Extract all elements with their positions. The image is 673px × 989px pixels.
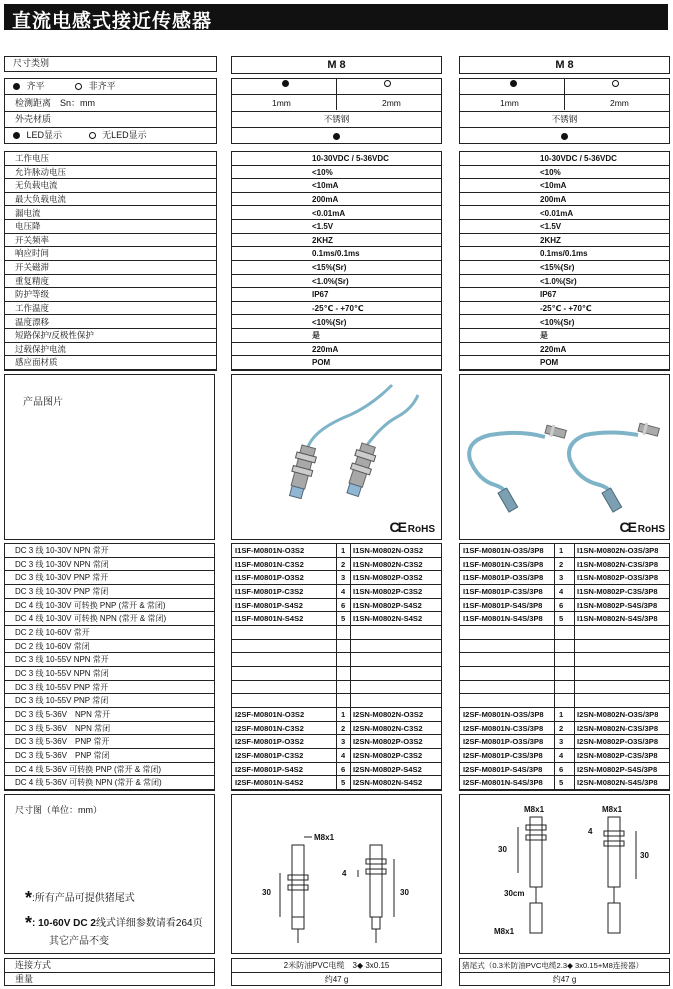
model-label: DC 3 线 10-30V NPN 常闭	[5, 558, 214, 572]
wiring-code: 6	[559, 600, 564, 610]
distance-label: 检测距离 Sn：mm	[5, 95, 216, 112]
spec-label: 工作温度	[5, 302, 216, 316]
spec-label: 允许脉动电压	[5, 166, 216, 180]
spec-label: 感应面材质	[5, 356, 216, 370]
led-off-label: 无LED显示	[102, 130, 147, 140]
wiring-code: 3	[341, 737, 346, 747]
two-wire-note-b: 线式详细参数请看264页	[95, 918, 203, 930]
length-30-dimension: 30	[262, 888, 271, 897]
wiring-code: 6	[341, 600, 346, 610]
wiring-code: 5	[341, 778, 346, 788]
spec-value: -25℃ - +70℃	[232, 302, 441, 316]
dimension-label-box	[4, 794, 215, 954]
filled-circle-icon	[13, 132, 20, 139]
model-number-nonflush: I2SN-M0802P-O3S2	[353, 737, 423, 747]
size-a-header: M 8	[231, 56, 442, 74]
shield-values-a	[231, 78, 442, 144]
model-number-nonflush: I2SN-M0802N-S4S/3P8	[577, 778, 658, 788]
spec-value: <0.01mA	[232, 207, 441, 221]
model-number-flush: I1SF-M0801N-S4S2	[235, 614, 304, 624]
wiring-code: 6	[341, 764, 346, 774]
model-row	[460, 694, 669, 708]
spec-value: <15%(Sr)	[232, 261, 441, 275]
model-number-flush: I2SF-M0801P-O3S/3P8	[463, 737, 544, 747]
model-label: DC 4 线 5-36V 可转换 NPN (常开 & 常闭)	[5, 776, 214, 790]
model-row	[460, 749, 669, 763]
model-number-flush: I1SF-M0801P-O3S/3P8	[463, 573, 544, 583]
model-label: DC 3 线 5-36V NPN 常闭	[5, 722, 214, 736]
spec-labels	[4, 151, 217, 371]
spec-value: POM	[232, 356, 441, 370]
spec-value: <1.0%(Sr)	[460, 275, 669, 289]
model-number-nonflush: I1SN-M0802P-S4S/3P8	[577, 600, 658, 610]
empty-circle-icon	[75, 83, 82, 90]
model-number-nonflush: I2SN-M0802P-O3S/3P8	[577, 737, 659, 747]
model-number-flush: I1SF-M0801P-C3S2	[235, 587, 304, 596]
filled-circle-icon	[561, 133, 568, 140]
model-number-flush: I1SF-M0801P-S4S2	[235, 600, 303, 610]
model-label: DC 3 线 5-36V PNP 常开	[5, 735, 214, 749]
spec-value: 2KHZ	[232, 234, 441, 248]
wiring-code: 3	[341, 573, 346, 583]
model-row	[460, 558, 669, 572]
model-number-nonflush: I1SN-M0802P-C3S/3P8	[577, 587, 658, 596]
model-number-nonflush: I1SN-M0802P-C3S2	[353, 587, 423, 596]
model-number-flush: I2SF-M0801N-S4S2	[235, 778, 304, 788]
model-number-nonflush: I1SN-M0802P-O3S2	[353, 573, 423, 583]
rohs-text: RoHS	[407, 524, 435, 535]
connector-thread-dimension: M8x1	[494, 927, 515, 936]
spec-label: 电压降	[5, 220, 216, 234]
model-label: DC 3 线 5-36V NPN 常开	[5, 708, 214, 722]
photo-label: 产品图片	[23, 397, 63, 408]
model-row	[460, 585, 669, 599]
flush-label: 齐平	[26, 81, 45, 91]
product-photo-a	[231, 374, 442, 540]
model-number-nonflush: I2SN-M0802P-S4S/3P8	[577, 764, 658, 774]
spec-value: <1.5V	[460, 220, 669, 234]
connection-label: 连接方式	[5, 959, 214, 973]
connection-value-b: 猪尾式（0.3米防油PVC电缆2.3◆ 3x0.15+M8连接器）	[460, 959, 669, 973]
thread-dimension: M8x1	[314, 833, 335, 842]
model-label: DC 3 线 10-55V PNP 常开	[5, 681, 214, 695]
model-label: DC 3 线 10-55V NPN 常闭	[5, 667, 214, 681]
size-class-label-box	[4, 56, 217, 72]
model-number-flush: I1SF-M0801N-C3S/3P8	[463, 559, 544, 569]
model-label: DC 4 线 10-30V 可转换 PNP (常开 & 常闭)	[5, 599, 214, 613]
spec-value: IP67	[232, 288, 441, 302]
depth-4-dimension: 4	[588, 827, 593, 836]
spec-value: <0.01mA	[460, 207, 669, 221]
spec-value: IP67	[460, 288, 669, 302]
ce-rohs-mark: CE RoHS	[389, 519, 435, 535]
model-row	[460, 735, 669, 749]
model-number-flush: I2SF-M0801P-S4S2	[235, 764, 303, 774]
model-number-nonflush: I1SN-M0802N-O3S/3P8	[577, 546, 659, 555]
model-number-flush: I2SF-M0801N-O3S/3P8	[463, 710, 544, 719]
wiring-code: 6	[559, 764, 564, 774]
model-label: DC 4 线 10-30V 可转换 NPN (常开 & 常闭)	[5, 612, 214, 626]
model-number-flush: I1SF-M0801N-O3S/3P8	[463, 546, 544, 555]
size-b-header: M 8	[459, 56, 670, 74]
empty-circle-icon	[612, 80, 619, 87]
spec-value: <1.5V	[232, 220, 441, 234]
weight-label: 重量	[15, 974, 34, 984]
spec-value: 200mA	[460, 193, 669, 207]
length-30-dimension: 30	[400, 888, 409, 897]
distance-2mm: 2mm	[382, 98, 401, 108]
distance-2mm: 2mm	[610, 98, 629, 108]
nonflush-label: 非齐平	[88, 81, 116, 91]
wiring-code: 1	[341, 710, 346, 719]
connection-value-a: 2米防油PVC电缆 3◆ 3x0.15	[232, 959, 441, 973]
weight-value-b: 约47 g	[552, 975, 577, 984]
housing-value: 不锈钢	[232, 112, 441, 128]
spec-label: 响应时间	[5, 247, 216, 261]
spec-value: 是	[232, 329, 441, 343]
dimension-drawing-cable	[232, 795, 441, 953]
asterisk-icon: *	[25, 913, 33, 933]
filled-circle-icon	[13, 83, 20, 90]
spec-value: 0.1ms/0.1ms	[460, 247, 669, 261]
pigtail-note: :所有产品可提供猪尾式	[32, 893, 135, 905]
spec-value: 220mA	[460, 343, 669, 357]
spec-value: <10%(Sr)	[460, 316, 669, 330]
asterisk-icon: *	[25, 888, 33, 908]
dimension-drawing-a	[231, 794, 442, 954]
model-row	[460, 776, 669, 790]
spec-value: 10-30VDC / 5-36VDC	[232, 152, 441, 166]
page-title: 直流电感式接近传感器	[4, 4, 668, 30]
wiring-code: 4	[559, 587, 564, 596]
spec-value: 0.1ms/0.1ms	[232, 247, 441, 261]
model-label: DC 3 线 10-30V NPN 常开	[5, 544, 214, 558]
model-row	[460, 640, 669, 654]
model-number-nonflush: I1SN-M0802N-C3S2	[353, 559, 423, 569]
model-number-flush: I2SF-M0801P-C3S/3P8	[463, 751, 543, 760]
model-number-flush: I1SF-M0801P-S4S/3P8	[463, 600, 543, 610]
model-number-nonflush: I2SN-M0802P-C3S2	[353, 751, 423, 760]
rohs-text: RoHS	[637, 524, 665, 535]
wiring-code: 2	[559, 723, 564, 733]
spec-value: POM	[460, 356, 669, 370]
model-number-flush: I2SF-M0801P-S4S/3P8	[463, 764, 543, 774]
model-label: DC 2 线 10-60V 常闭	[5, 640, 214, 654]
spec-value: <10mA	[232, 179, 441, 193]
footer-values-b	[459, 958, 670, 986]
wiring-code: 5	[559, 614, 564, 624]
spec-value: 10-30VDC / 5-36VDC	[460, 152, 669, 166]
spec-label: 漏电流	[5, 207, 216, 221]
model-row	[460, 653, 669, 667]
wiring-code: 1	[559, 710, 564, 719]
model-number-nonflush: I2SN-M0802N-C3S/3P8	[577, 723, 659, 733]
model-table-a	[231, 543, 442, 791]
ce-rohs-mark: CE RoHS	[619, 519, 665, 535]
wiring-code: 1	[559, 546, 564, 555]
spec-label: 开关频率	[5, 234, 216, 248]
spec-value: 是	[460, 329, 669, 343]
model-label: DC 3 线 10-30V PNP 常闭	[5, 585, 214, 599]
product-photo-b	[459, 374, 670, 540]
wiring-code: 2	[341, 723, 346, 733]
filled-circle-icon	[282, 80, 289, 87]
spec-value: <10mA	[460, 179, 669, 193]
wiring-code: 2	[341, 559, 346, 569]
model-row	[460, 722, 669, 736]
led-on-label: LED显示	[26, 130, 63, 140]
spec-label: 温度漂移	[5, 316, 216, 330]
model-number-nonflush: I2SN-M0802N-O3S2	[353, 710, 424, 719]
model-number-nonflush: I1SN-M0802N-S4S/3P8	[577, 614, 658, 624]
spec-label: 过载保护电流	[5, 343, 216, 357]
spec-value: <15%(Sr)	[460, 261, 669, 275]
model-number-flush: I2SF-M0801P-C3S2	[235, 751, 304, 760]
model-label: DC 3 线 10-30V PNP 常开	[5, 571, 214, 585]
length-30-dimension: 30	[640, 851, 649, 860]
model-number-flush: I1SF-M0801N-C3S2	[235, 559, 304, 569]
spec-label: 无负载电流	[5, 179, 216, 193]
model-number-nonflush: I1SN-M0802N-C3S/3P8	[577, 559, 659, 569]
model-number-flush: I2SF-M0801N-S4S/3P8	[463, 778, 543, 788]
pigtail-sensor-photo	[460, 375, 669, 539]
footer-values-a	[231, 958, 442, 986]
wiring-code: 2	[559, 559, 564, 569]
shield-values-b	[459, 78, 670, 144]
spec-label: 重复精度	[5, 275, 216, 289]
dimension-label: 尺寸图（单位：mm）	[15, 805, 102, 815]
model-number-nonflush: I2SN-M0802P-C3S/3P8	[577, 751, 658, 760]
model-number-flush: I1SF-M0801N-O3S2	[235, 546, 305, 555]
model-number-nonflush: I1SN-M0802P-S4S2	[353, 600, 422, 610]
model-number-nonflush: I1SN-M0802N-O3S2	[353, 546, 424, 555]
housing-label: 外壳材质	[5, 112, 216, 128]
wiring-code: 3	[559, 737, 564, 747]
model-number-nonflush: I2SN-M0802P-S4S2	[353, 764, 422, 774]
wiring-code: 5	[559, 778, 564, 788]
model-label: DC 3 线 10-55V PNP 常闭	[5, 694, 214, 708]
model-number-nonflush: I1SN-M0802P-O3S/3P8	[577, 573, 659, 583]
dimension-drawing-b	[459, 794, 670, 954]
model-number-nonflush: I2SN-M0802N-O3S/3P8	[577, 710, 659, 719]
spec-label: 最大负载电流	[5, 193, 216, 207]
cable-30cm-dimension: 30cm	[504, 889, 525, 898]
model-row	[460, 599, 669, 613]
sensor-cable-photo	[232, 375, 441, 539]
model-number-nonflush: I1SN-M0802N-S4S2	[353, 614, 423, 624]
model-row	[460, 626, 669, 640]
model-row	[460, 667, 669, 681]
wiring-code: 3	[559, 573, 564, 583]
empty-circle-icon	[384, 80, 391, 87]
model-label: DC 3 线 5-36V PNP 常闭	[5, 749, 214, 763]
thread-dimension: M8x1	[602, 805, 623, 814]
empty-circle-icon	[89, 132, 96, 139]
model-number-flush: I2SF-M0801N-C3S2	[235, 723, 304, 733]
two-wire-note-a: : 10-60V DC 2	[32, 918, 96, 930]
spec-values-a	[231, 151, 442, 371]
size-class-label: 尺寸类别	[13, 58, 50, 68]
model-labels	[4, 543, 215, 791]
model-number-nonflush: I2SN-M0802N-S4S2	[353, 778, 423, 788]
filled-circle-icon	[510, 80, 517, 87]
footer-labels	[4, 958, 215, 986]
model-number-flush: I1SF-M0801N-S4S/3P8	[463, 614, 543, 624]
spec-value: 220mA	[232, 343, 441, 357]
distance-1mm: 1mm	[272, 98, 291, 108]
wiring-code: 4	[341, 751, 346, 760]
spec-label: 短路保护/反极性保护	[5, 329, 216, 343]
model-number-nonflush: I2SN-M0802N-C3S2	[353, 723, 423, 733]
dimension-drawing-pigtail	[460, 795, 669, 953]
spec-value: 2KHZ	[460, 234, 669, 248]
spec-value: 200mA	[232, 193, 441, 207]
wiring-code: 5	[341, 614, 346, 624]
weight-value-a: 约47 g	[324, 975, 349, 984]
wiring-code: 4	[559, 751, 564, 760]
model-row	[460, 763, 669, 777]
spec-value: <1.0%(Sr)	[232, 275, 441, 289]
model-row	[460, 708, 669, 722]
other-products-note: 其它产品不变	[49, 936, 109, 947]
shield-label-box	[4, 78, 217, 144]
spec-value: -25℃ - +70℃	[460, 302, 669, 316]
depth-4-dimension: 4	[342, 869, 347, 878]
spec-value: <10%	[460, 166, 669, 180]
photo-label-box	[4, 374, 215, 540]
model-label: DC 3 线 10-55V NPN 常开	[5, 653, 214, 667]
model-row	[460, 612, 669, 626]
model-row	[460, 544, 669, 558]
model-label: DC 4 线 5-36V 可转换 PNP (常开 & 常闭)	[5, 763, 214, 777]
wiring-code: 4	[341, 587, 346, 596]
spec-value: <10%	[232, 166, 441, 180]
spec-values-b	[459, 151, 670, 371]
model-number-flush: I1SF-M0801P-C3S/3P8	[463, 587, 543, 596]
distance-1mm: 1mm	[500, 98, 519, 108]
model-row	[460, 681, 669, 695]
model-number-flush: I2SF-M0801N-O3S2	[235, 710, 305, 719]
spec-label: 开关磁滞	[5, 261, 216, 275]
spec-label: 工作电压	[5, 152, 216, 166]
thread-dimension: M8x1	[524, 805, 545, 814]
model-table-b	[459, 543, 670, 791]
filled-circle-icon	[333, 133, 340, 140]
model-row	[460, 571, 669, 585]
model-label: DC 2 线 10-60V 常开	[5, 626, 214, 640]
spec-value: <10%(Sr)	[232, 316, 441, 330]
wiring-code: 1	[341, 546, 346, 555]
spec-label: 防护等级	[5, 288, 216, 302]
length-30-dimension: 30	[498, 845, 507, 854]
model-number-flush: I2SF-M0801P-O3S2	[235, 737, 304, 747]
housing-value: 不锈钢	[460, 112, 669, 128]
model-number-flush: I1SF-M0801P-O3S2	[235, 573, 304, 583]
model-number-flush: I2SF-M0801N-C3S/3P8	[463, 723, 544, 733]
